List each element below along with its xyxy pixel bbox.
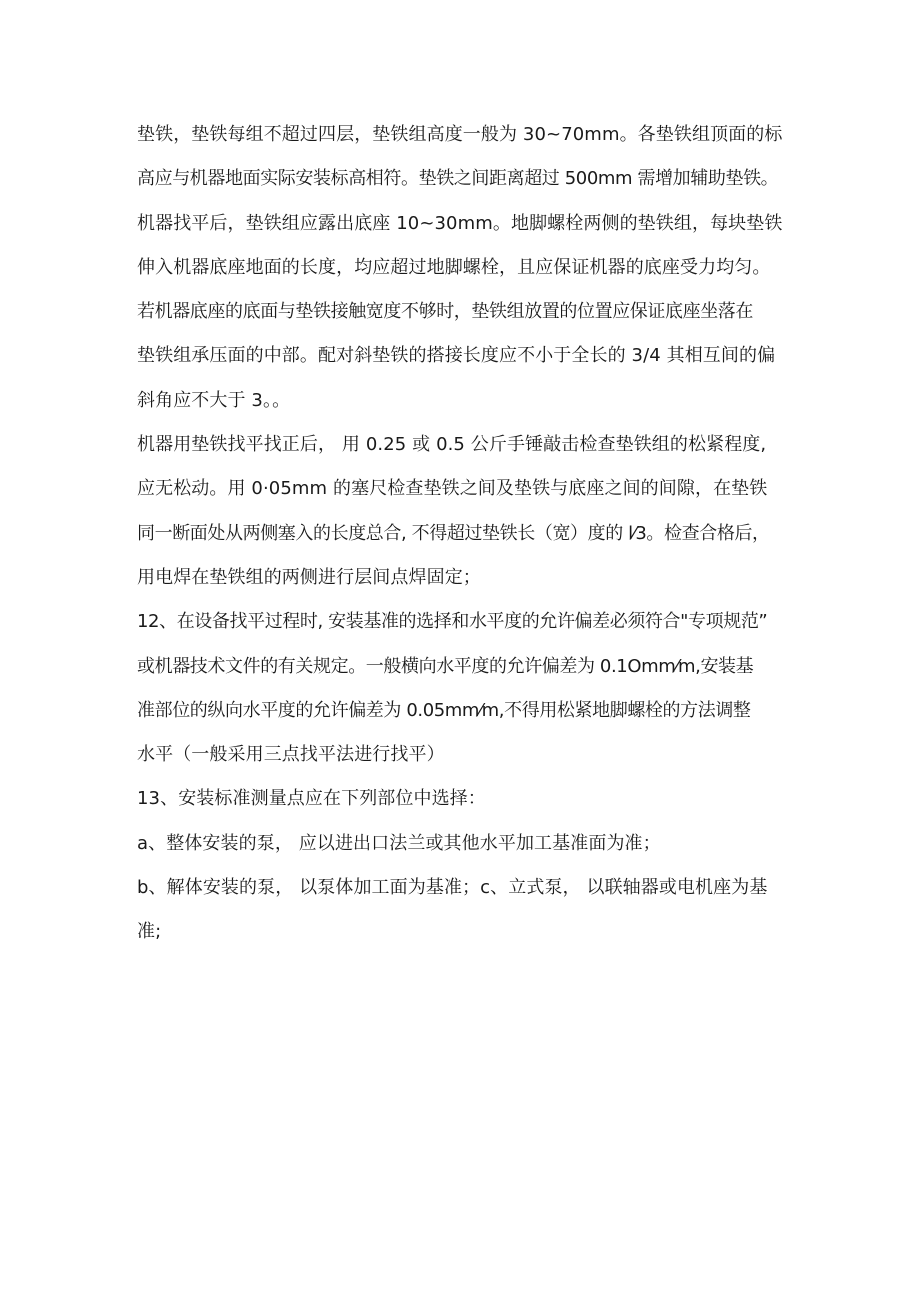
text-line: 12、在设备找平过程时, 安装基准的选择和水平度的允许偏差必须符合"专项规范” <box>137 611 768 633</box>
text-line: 机器用垫铁找平找正后， 用 0.25 或 0.5 公斤手锤敲击检查垫铁组的松紧程度, <box>137 434 767 456</box>
text-line: 高应与机器地面实际安装标高相符。垫铁之间距离超过 500mm 需增加辅助垫铁。 <box>137 168 779 190</box>
text-line: 若机器底座的底面与垫铁接触宽度不够时，垫铁组放置的位置应保证底座坐落在 <box>137 301 753 323</box>
text-line: 或机器技术文件的有关规定。一般横向水平度的允许偏差为 0.1Omm⁄m,安装基 <box>137 655 754 677</box>
text-line: 斜角应不大于 3。。 <box>137 389 291 411</box>
body-text <box>137 117 817 959</box>
text-line: 机器找平后，垫铁组应露出底座 10~30mm。地脚螺栓两侧的垫铁组，每块垫铁 <box>137 212 783 234</box>
text-line: 伸入机器底座地面的长度，均应超过地脚螺栓，且应保证机器的底座受力均匀。 <box>137 256 771 278</box>
text-line: b、解体安装的泵， 以泵体加工面为基准；c、立式泵， 以联轴器或电机座为基 <box>137 877 768 899</box>
text-line: a、整体安装的泵， 应以进出口法兰或其他水平加工基准面为准； <box>137 832 661 854</box>
text-line: 水平（一般采用三点找平法进行找平） <box>137 744 445 766</box>
text-line: 应无松动。用 0·05mm 的塞尺检查垫铁之间及垫铁与底座之间的间隙，在垫铁 <box>137 478 768 500</box>
text-line: 用电焊在垫铁组的两侧进行层间点焊固定； <box>137 566 481 588</box>
text-line: 垫铁组承压面的中部。配对斜垫铁的搭接长度应不小于全长的 3/4 其相互间的偏 <box>137 345 776 367</box>
text-line: 13、安装标准测量点应在下列部位中选择： <box>137 788 486 810</box>
text-line: 准部位的纵向水平度的允许偏差为 0.05mm⁄m,不得用松紧地脚螺栓的方法调整 <box>137 699 751 721</box>
text-line: 准; <box>137 921 162 943</box>
text-line: 同一断面处从两侧塞入的长度总合, 不得超过垫铁长（宽）度的 l⁄3。检查合格后， <box>137 522 770 544</box>
text-line: 垫铁，垫铁每组不超过四层，垫铁组高度一般为 30~70mm。各垫铁组顶面的标 <box>137 124 783 145</box>
